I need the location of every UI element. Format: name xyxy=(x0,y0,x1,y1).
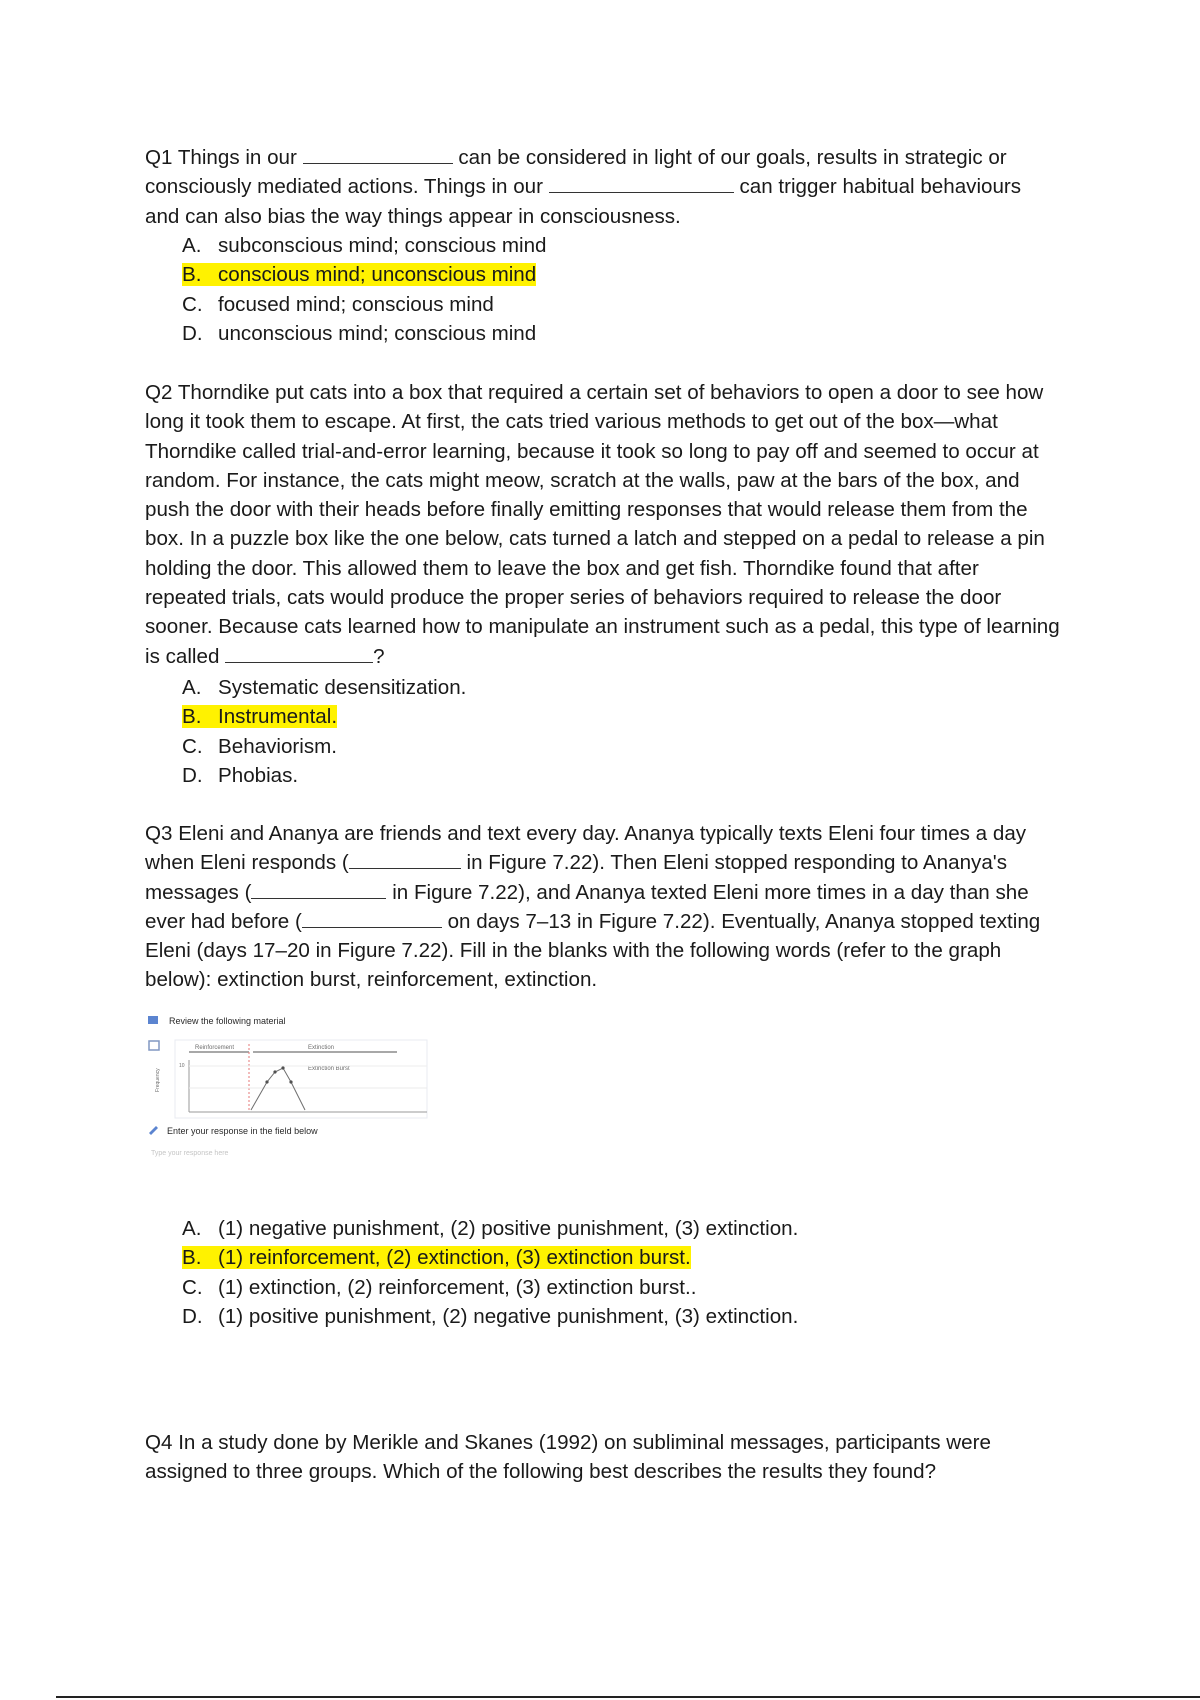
question-3 xyxy=(145,819,1060,995)
option-letter: C. xyxy=(182,1275,203,1299)
q1-text-1: Q1 Things in our xyxy=(145,146,297,169)
q3-blank-1 xyxy=(349,852,461,869)
label-extinction-burst: Extinction Burst xyxy=(308,1066,350,1072)
option-text: (1) positive punishment, (2) negative punishment, (3) extinction. xyxy=(218,1304,799,1328)
q1-option-c xyxy=(182,290,547,319)
q1-blank-1 xyxy=(303,147,453,164)
option-letter: D. xyxy=(182,1304,203,1328)
data-point xyxy=(289,1080,292,1083)
q2-option-c xyxy=(182,732,466,761)
y-tick: 10 xyxy=(179,1063,185,1069)
option-letter: A. xyxy=(182,234,202,257)
option-letter: B. xyxy=(182,705,202,729)
label-reinforcement: Reinforcement xyxy=(195,1045,235,1051)
figure-graphic xyxy=(145,1008,480,1168)
option-text-highlighted: (1) reinforcement, (2) extinction, (3) extinction burst. xyxy=(218,1246,691,1270)
option-letter: A. xyxy=(182,1217,202,1240)
q2-text-2: ? xyxy=(373,644,385,668)
option-letter: C. xyxy=(182,734,203,758)
q1-blank-2 xyxy=(549,176,734,193)
option-letter: D. xyxy=(182,321,203,345)
option-text: unconscious mind; conscious mind xyxy=(218,321,537,345)
q2-option-b xyxy=(182,702,466,731)
pencil-icon xyxy=(149,1126,158,1135)
page-bottom-rule xyxy=(56,1696,1200,1698)
option-text-highlighted: Instrumental. xyxy=(218,705,338,729)
response-line xyxy=(251,1068,305,1110)
q3-option-b xyxy=(182,1243,798,1272)
data-point xyxy=(273,1070,276,1073)
q1-text-2: can be considered in light of our goals, results in strategic or consciously mediated actions. Things in our xyxy=(145,146,1007,199)
question-1 xyxy=(145,143,1060,231)
q3-option-a xyxy=(182,1214,798,1243)
data-point xyxy=(281,1066,284,1069)
q3-option-d xyxy=(182,1302,798,1331)
q4-text-1: Q4 In a study done by Merikle and Skanes (1992) on subliminal messages, participants were assigned to three groups. Which of the following best describes the results they found? xyxy=(145,1431,991,1484)
option-letter: A. xyxy=(182,676,202,699)
q2-options xyxy=(182,673,466,790)
q2-blank-1 xyxy=(225,646,373,663)
figure-placeholder-text: Type your response here xyxy=(151,1150,229,1157)
option-text: Systematic desensitization. xyxy=(218,676,467,699)
label-extinction: Extinction xyxy=(308,1045,335,1051)
question-2 xyxy=(145,378,1060,671)
option-text: (1) negative punishment, (2) positive punishment, (3) extinction. xyxy=(218,1217,799,1240)
q3-option-c xyxy=(182,1273,798,1302)
q3-text-2: in Figure 7.22). Then Eleni stopped responding to Ananya's messages ( xyxy=(145,851,1007,904)
image-icon xyxy=(149,1041,159,1050)
option-letter: D. xyxy=(182,763,203,787)
option-letter: B. xyxy=(182,263,202,287)
q2-option-a xyxy=(182,673,466,702)
q3-blank-2 xyxy=(251,882,386,899)
option-text-highlighted: conscious mind; unconscious mind xyxy=(218,263,537,287)
q3-text-4: on days 7–13 in Figure 7.22). Eventually, Ananya stopped texting Eleni (days 17–20 in Figure 7.22). Fill in the blanks with the following words (refer to the graph below): extinction burst, reinforcement, extinction. xyxy=(145,909,1041,992)
q3-blank-3 xyxy=(302,911,442,928)
figure-7-22-screenshot xyxy=(145,1008,480,1168)
option-letter: C. xyxy=(182,292,203,316)
q3-options xyxy=(182,1214,798,1331)
review-icon xyxy=(148,1016,158,1024)
q1-option-b xyxy=(182,260,547,289)
q1-option-d xyxy=(182,319,547,348)
question-4 xyxy=(145,1428,1060,1487)
q1-text-3: can trigger habitual behaviours and can also bias the way things appear in consciousness. xyxy=(145,175,1022,228)
q2-option-d xyxy=(182,761,466,790)
q1-options xyxy=(182,231,547,348)
option-text: Phobias. xyxy=(218,763,299,787)
figure-prompt-text: Enter your response in the field below xyxy=(167,1126,318,1136)
q3-text-3: in Figure 7.22), and Ananya texted Eleni more times in a day than she ever had before ( xyxy=(145,880,1029,933)
figure-review-text: Review the following material xyxy=(169,1016,286,1026)
q2-text-1: Q2 Thorndike put cats into a box that required a certain set of behaviors to open a door to see how long it took them to escape. At first, the cats tried various methods to get out of the box—what Thorndike called trial-and-error learning, because it took so long to pay off and seemed to occur at random. For instance, the cats might meow, scratch at the walls, paw at the bars of the box, and push the door with their heads before finally emitting responses that would release them from the box. In a puzzle box like the one below, cats turned a latch and stepped on a pedal to release a pin holding the door. This allowed them to leave the box and get fish. Thorndike found that after repeated trials, cats would produce the proper series of behaviors required to release the door sooner. Because cats learned how to manipulate an instrument such as a pedal, this type of learning is called xyxy=(145,381,1060,668)
option-text: subconscious mind; conscious mind xyxy=(218,234,547,257)
y-axis-label: Frequency xyxy=(155,1068,161,1092)
option-letter: B. xyxy=(182,1246,202,1270)
option-text: (1) extinction, (2) reinforcement, (3) extinction burst.. xyxy=(218,1275,697,1299)
option-text: focused mind; conscious mind xyxy=(218,292,494,316)
q3-text-1: Q3 Eleni and Ananya are friends and text every day. Ananya typically texts Eleni four times a day when Eleni responds ( xyxy=(145,822,1027,875)
q1-option-a xyxy=(182,231,547,260)
option-text: Behaviorism. xyxy=(218,734,338,758)
data-point xyxy=(265,1080,268,1083)
